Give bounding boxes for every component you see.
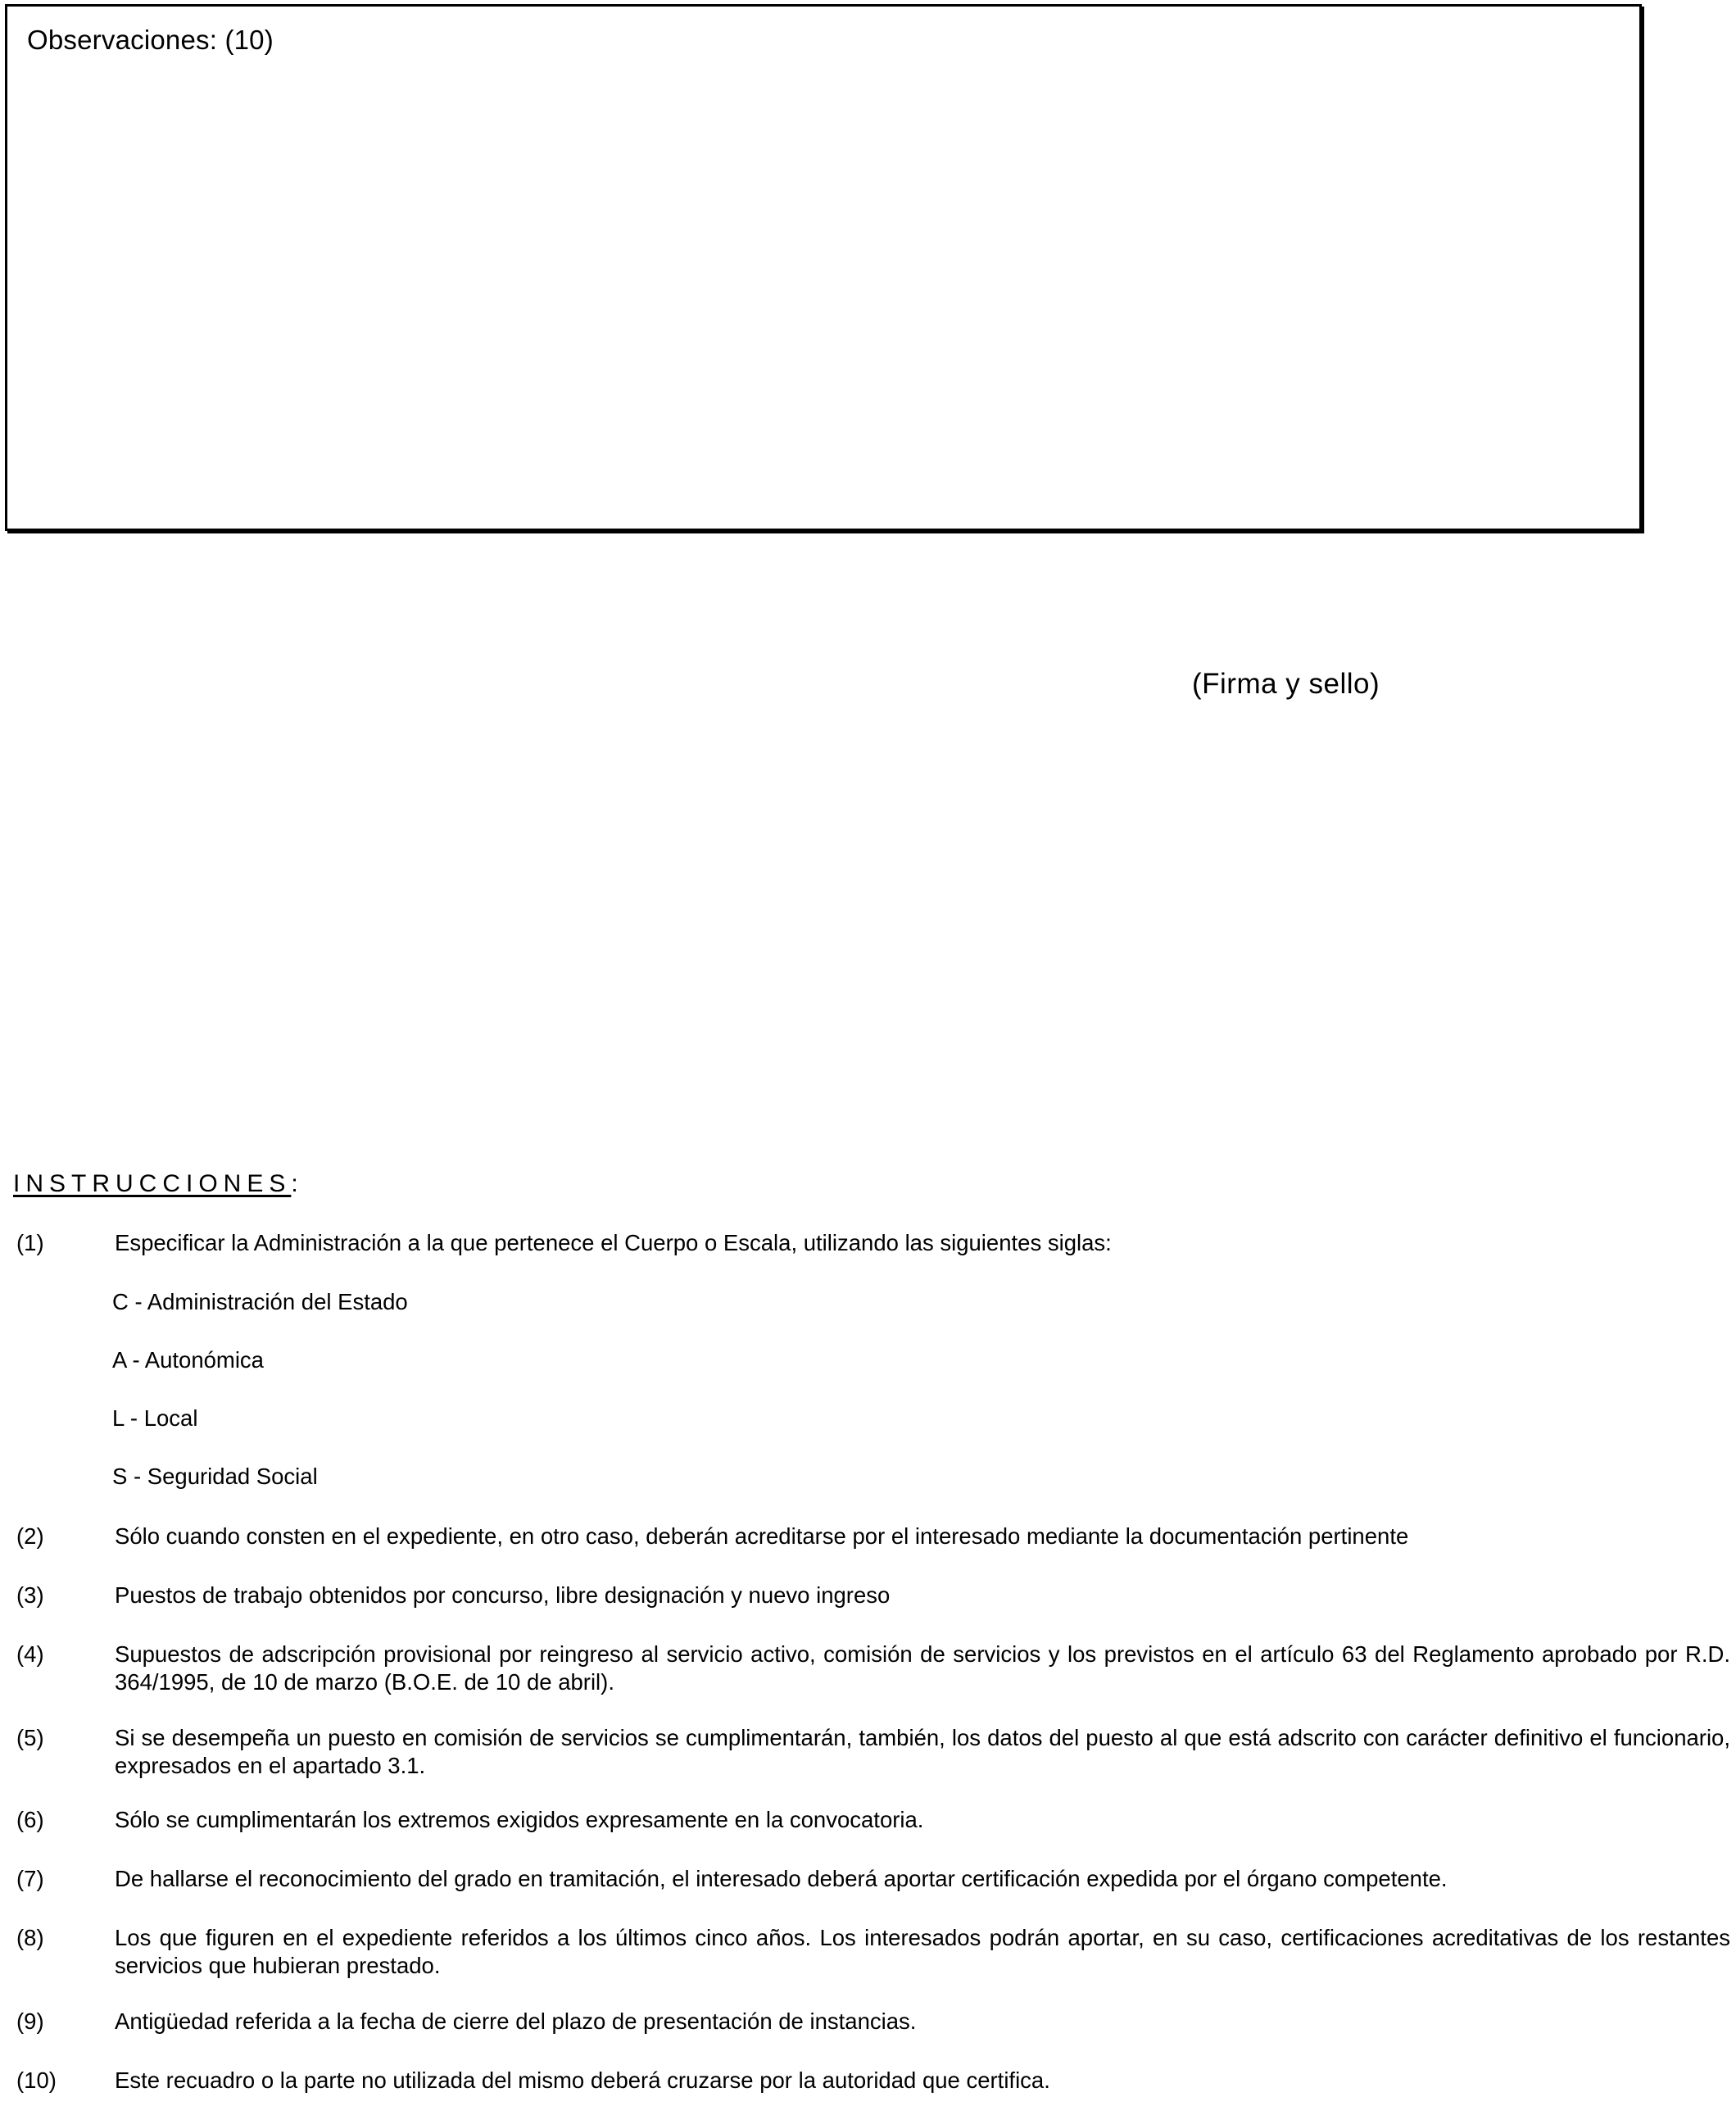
instruction-number: (9) (16, 2008, 44, 2034)
instruction-text: De hallarse el reconocimiento del grado en tramitación, el interesado deberá aportar certificación expedida por el órgano competente. (115, 1866, 1448, 1891)
instruction-text: Si se desempeña un puesto en comisión de servicios se cumplimentarán, también, los datos del puesto al que está adscrito con carácter definitivo el funcionario, expresados en el apartado 3.1. (115, 1725, 1730, 1778)
instruction-number: (3) (16, 1582, 44, 1608)
instruction-number: (8) (16, 1925, 44, 1950)
instruction-number: (2) (16, 1523, 44, 1549)
instruction-text: Este recuadro o la parte no utilizada del mismo deberá cruzarse por la autoridad que certifica. (115, 2067, 1050, 2093)
observaciones-box[interactable] (5, 4, 1642, 531)
instrucciones-title (13, 1170, 304, 1198)
sigla-item-c: C - Administración del Estado (112, 1289, 408, 1314)
instruction-text: Sólo se cumplimentarán los extremos exigidos expresamente en la convocatoria. (115, 1807, 924, 1832)
instruction-text: Sólo cuando consten en el expediente, en otro caso, deberán acreditarse por el interesado mediante la documentación pertinente (115, 1523, 1409, 1549)
sigla-item-s: S - Seguridad Social (112, 1464, 318, 1489)
instruction-text: Especificar la Administración a la que pertenece el Cuerpo o Escala, utilizando las siguientes siglas: (115, 1230, 1112, 1255)
instruction-text: Los que figuren en el expediente referidos a los últimos cinco años. Los interesados podrán aportar, en su caso, certificaciones acreditativas de los restantes servicios que hubieran prestado. (115, 1925, 1730, 1978)
instruction-number: (1) (16, 1230, 44, 1255)
observaciones-label: Observaciones: (10) (27, 25, 274, 55)
instruction-text: Puestos de trabajo obtenidos por concurso, libre designación y nuevo ingreso (115, 1582, 891, 1608)
firma-label: (Firma y sello) (1192, 668, 1380, 700)
instruction-number: (6) (16, 1807, 44, 1832)
instruction-text: Supuestos de adscripción provisional por reingreso al servicio activo, comisión de servicios y los previstos en el artículo 63 del Reglamento aprobado por R.D. 364/1995, de 10 de marzo (B.O.E. de 10 de abril). (115, 1641, 1730, 1695)
instruction-number: (7) (16, 1866, 44, 1891)
instruction-number: (4) (16, 1641, 44, 1667)
instruction-text: Antigüedad referida a la fecha de cierre del plazo de presentación de instancias. (115, 2008, 917, 2034)
sigla-item-l: L - Local (112, 1405, 198, 1431)
instruction-number: (5) (16, 1725, 44, 1750)
instrucciones-title-suffix: : (291, 1170, 304, 1197)
instruction-number: (10) (16, 2067, 57, 2093)
instrucciones-title-text: INSTRUCCIONES (13, 1170, 292, 1197)
sigla-item-a: A - Autonómica (112, 1347, 264, 1373)
